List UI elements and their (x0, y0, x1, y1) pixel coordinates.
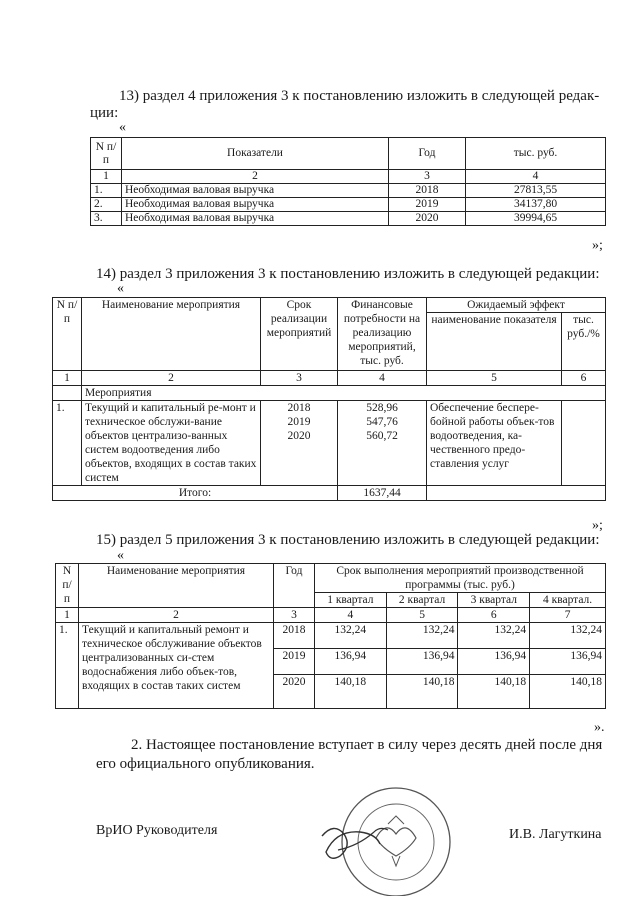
t1-cell: 34137,80 (466, 198, 606, 212)
t2-num-cell: 4 (338, 371, 427, 386)
table-13 (90, 137, 606, 226)
t1-num-cell: 2 (122, 170, 389, 184)
t1-num-cell: 4 (466, 170, 606, 184)
t3-year: 2018 (274, 623, 315, 649)
t2-header-fin: Финансовые потребности на реализацию мероприятий, тыс. руб. (338, 298, 427, 371)
t3-header-num: N п/ п (56, 564, 79, 608)
t2-amounts (338, 401, 427, 486)
t1-cell: Необходимая валовая выручка (122, 212, 389, 226)
t2-header-effect-unit: тыс. руб./% (562, 313, 606, 371)
quote-open-14: « (117, 281, 124, 296)
t3-value: 132,24 (386, 623, 458, 649)
t2-amount: 560,72 (366, 430, 398, 442)
eagle-detail (388, 816, 404, 866)
quote-close-15: ». (594, 720, 605, 735)
t3-value: 132,24 (315, 623, 387, 649)
t1-cell: Необходимая валовая выручка (122, 198, 389, 212)
t3-value: 132,24 (530, 623, 606, 649)
table-14 (52, 297, 606, 501)
t2-row-name: Текущий и капитальный ре-монт и техническое обслужи-вание объектов централизо-ванных систем водоотведения либо объектов, входящих в состав таких систем (82, 401, 261, 486)
t3-year: 2019 (274, 649, 315, 675)
section-14-text: 14) раздел 3 приложения 3 к постановлению изложить в следующей редакции: (96, 266, 600, 282)
table-row (91, 184, 606, 198)
t2-header-effect: Ожидаемый эффект (427, 298, 606, 313)
signatory-position: ВрИО Руководителя (96, 823, 218, 838)
quote-close-13: »; (592, 238, 603, 253)
t3-num-cell: 2 (79, 608, 274, 623)
t1-num-cell: 3 (389, 170, 466, 184)
t1-header-name: Показатели (122, 138, 389, 170)
t3-header-year: Год (274, 564, 315, 608)
t3-header-name: Наименование мероприятия (79, 564, 274, 608)
t3-value: 136,94 (458, 649, 530, 675)
t3-num-cell: 6 (458, 608, 530, 623)
t3-header-quarter: 1 квартал (315, 593, 387, 608)
t2-year: 2020 (287, 430, 311, 442)
t1-cell: 2020 (389, 212, 466, 226)
t3-value: 136,94 (315, 649, 387, 675)
t2-amount: 528,96 (366, 402, 398, 414)
t3-num-cell: 5 (386, 608, 458, 623)
t3-row-num: 1. (56, 623, 79, 709)
t1-cell: 39994,65 (466, 212, 606, 226)
table-row (91, 212, 606, 226)
t1-cell: 2019 (389, 198, 466, 212)
section-13-text: 13) раздел 4 приложения 3 к постановлению изложить в следующей редак- (119, 88, 600, 104)
t1-header-num: N п/п (91, 138, 122, 170)
table-row (91, 198, 606, 212)
official-seal-stamp (318, 778, 458, 896)
t3-value: 140,18 (386, 675, 458, 709)
t2-num-cell: 5 (427, 371, 562, 386)
table-row (53, 401, 606, 486)
t2-num-cell: 6 (562, 371, 606, 386)
t2-effect-text: Обеспечение беспере-бойной работы объек-тов водоотведения, ка-чественного предо-ставления услуг (427, 401, 562, 486)
closing-paragraph-line1: 2. Настоящее постановление вступает в силу через десять дней после дня (131, 737, 603, 753)
t2-header-num: N п/п (53, 298, 82, 371)
t1-cell: 3. (91, 212, 122, 226)
t3-value: 140,18 (315, 675, 387, 709)
t1-header-value: тыс. руб. (466, 138, 606, 170)
t3-value: 140,18 (530, 675, 606, 709)
t1-num-cell: 1 (91, 170, 122, 184)
t3-value: 132,24 (458, 623, 530, 649)
t3-header-quarter: 3 квартал (458, 593, 530, 608)
t2-num-cell: 1 (53, 371, 82, 386)
t2-header-effect-name: наименование показателя (427, 313, 562, 371)
closing-paragraph-line2: его официального опубликования. (96, 756, 315, 772)
t2-empty-cell (562, 401, 606, 486)
section-13-text-cont: ции: (90, 105, 119, 121)
t1-cell: 27813,55 (466, 184, 606, 198)
t2-year: 2018 (287, 402, 311, 414)
t2-num-cell: 3 (261, 371, 338, 386)
t3-value: 136,94 (530, 649, 606, 675)
t2-row-num: 1. (53, 401, 82, 486)
t2-empty-cell (427, 486, 606, 501)
t3-row-name: Текущий и капитальный ремонт и техническое обслуживание объектов централизованных си-стем водоснабжения либо объек-тов, входящих в состав таких систем (79, 623, 274, 709)
t3-header-period: Срок выполнения мероприятий производственной программы (тыс. руб.) (315, 564, 606, 593)
t3-header-quarter: 2 квартал (386, 593, 458, 608)
t1-cell: 2. (91, 198, 122, 212)
quote-open-13: « (119, 120, 126, 135)
t1-cell: 1. (91, 184, 122, 198)
t2-amount: 547,76 (366, 416, 398, 428)
t3-num-cell: 3 (274, 608, 315, 623)
handwritten-signature (322, 828, 380, 858)
t2-total-value: 1637,44 (338, 486, 427, 501)
quote-close-14: »; (592, 518, 603, 533)
t2-year: 2019 (287, 416, 311, 428)
t2-header-term: Срок реализации мероприятий (261, 298, 338, 371)
t1-cell: 2018 (389, 184, 466, 198)
quote-open-15: « (117, 548, 124, 563)
section-15-text: 15) раздел 5 приложения 3 к постановлению изложить в следующей редакции: (96, 532, 600, 548)
eagle-emblem-icon (376, 828, 416, 856)
t1-header-year: Год (389, 138, 466, 170)
t3-num-cell: 1 (56, 608, 79, 623)
t2-group-label: Мероприятия (82, 386, 606, 401)
signatory-name: И.В. Лагуткина (509, 827, 602, 842)
t2-empty-cell (53, 386, 82, 401)
t2-years (261, 401, 338, 486)
t2-header-name: Наименование мероприятия (82, 298, 261, 371)
t3-num-cell: 4 (315, 608, 387, 623)
t3-year: 2020 (274, 675, 315, 709)
table-row (56, 623, 606, 649)
table-15 (55, 563, 606, 709)
t2-num-cell: 2 (82, 371, 261, 386)
t3-num-cell: 7 (530, 608, 606, 623)
t3-header-quarter: 4 квартал. (530, 593, 606, 608)
t2-total-label: Итого: (53, 486, 338, 501)
t3-value: 136,94 (386, 649, 458, 675)
t3-value: 140,18 (458, 675, 530, 709)
t1-cell: Необходимая валовая выручка (122, 184, 389, 198)
